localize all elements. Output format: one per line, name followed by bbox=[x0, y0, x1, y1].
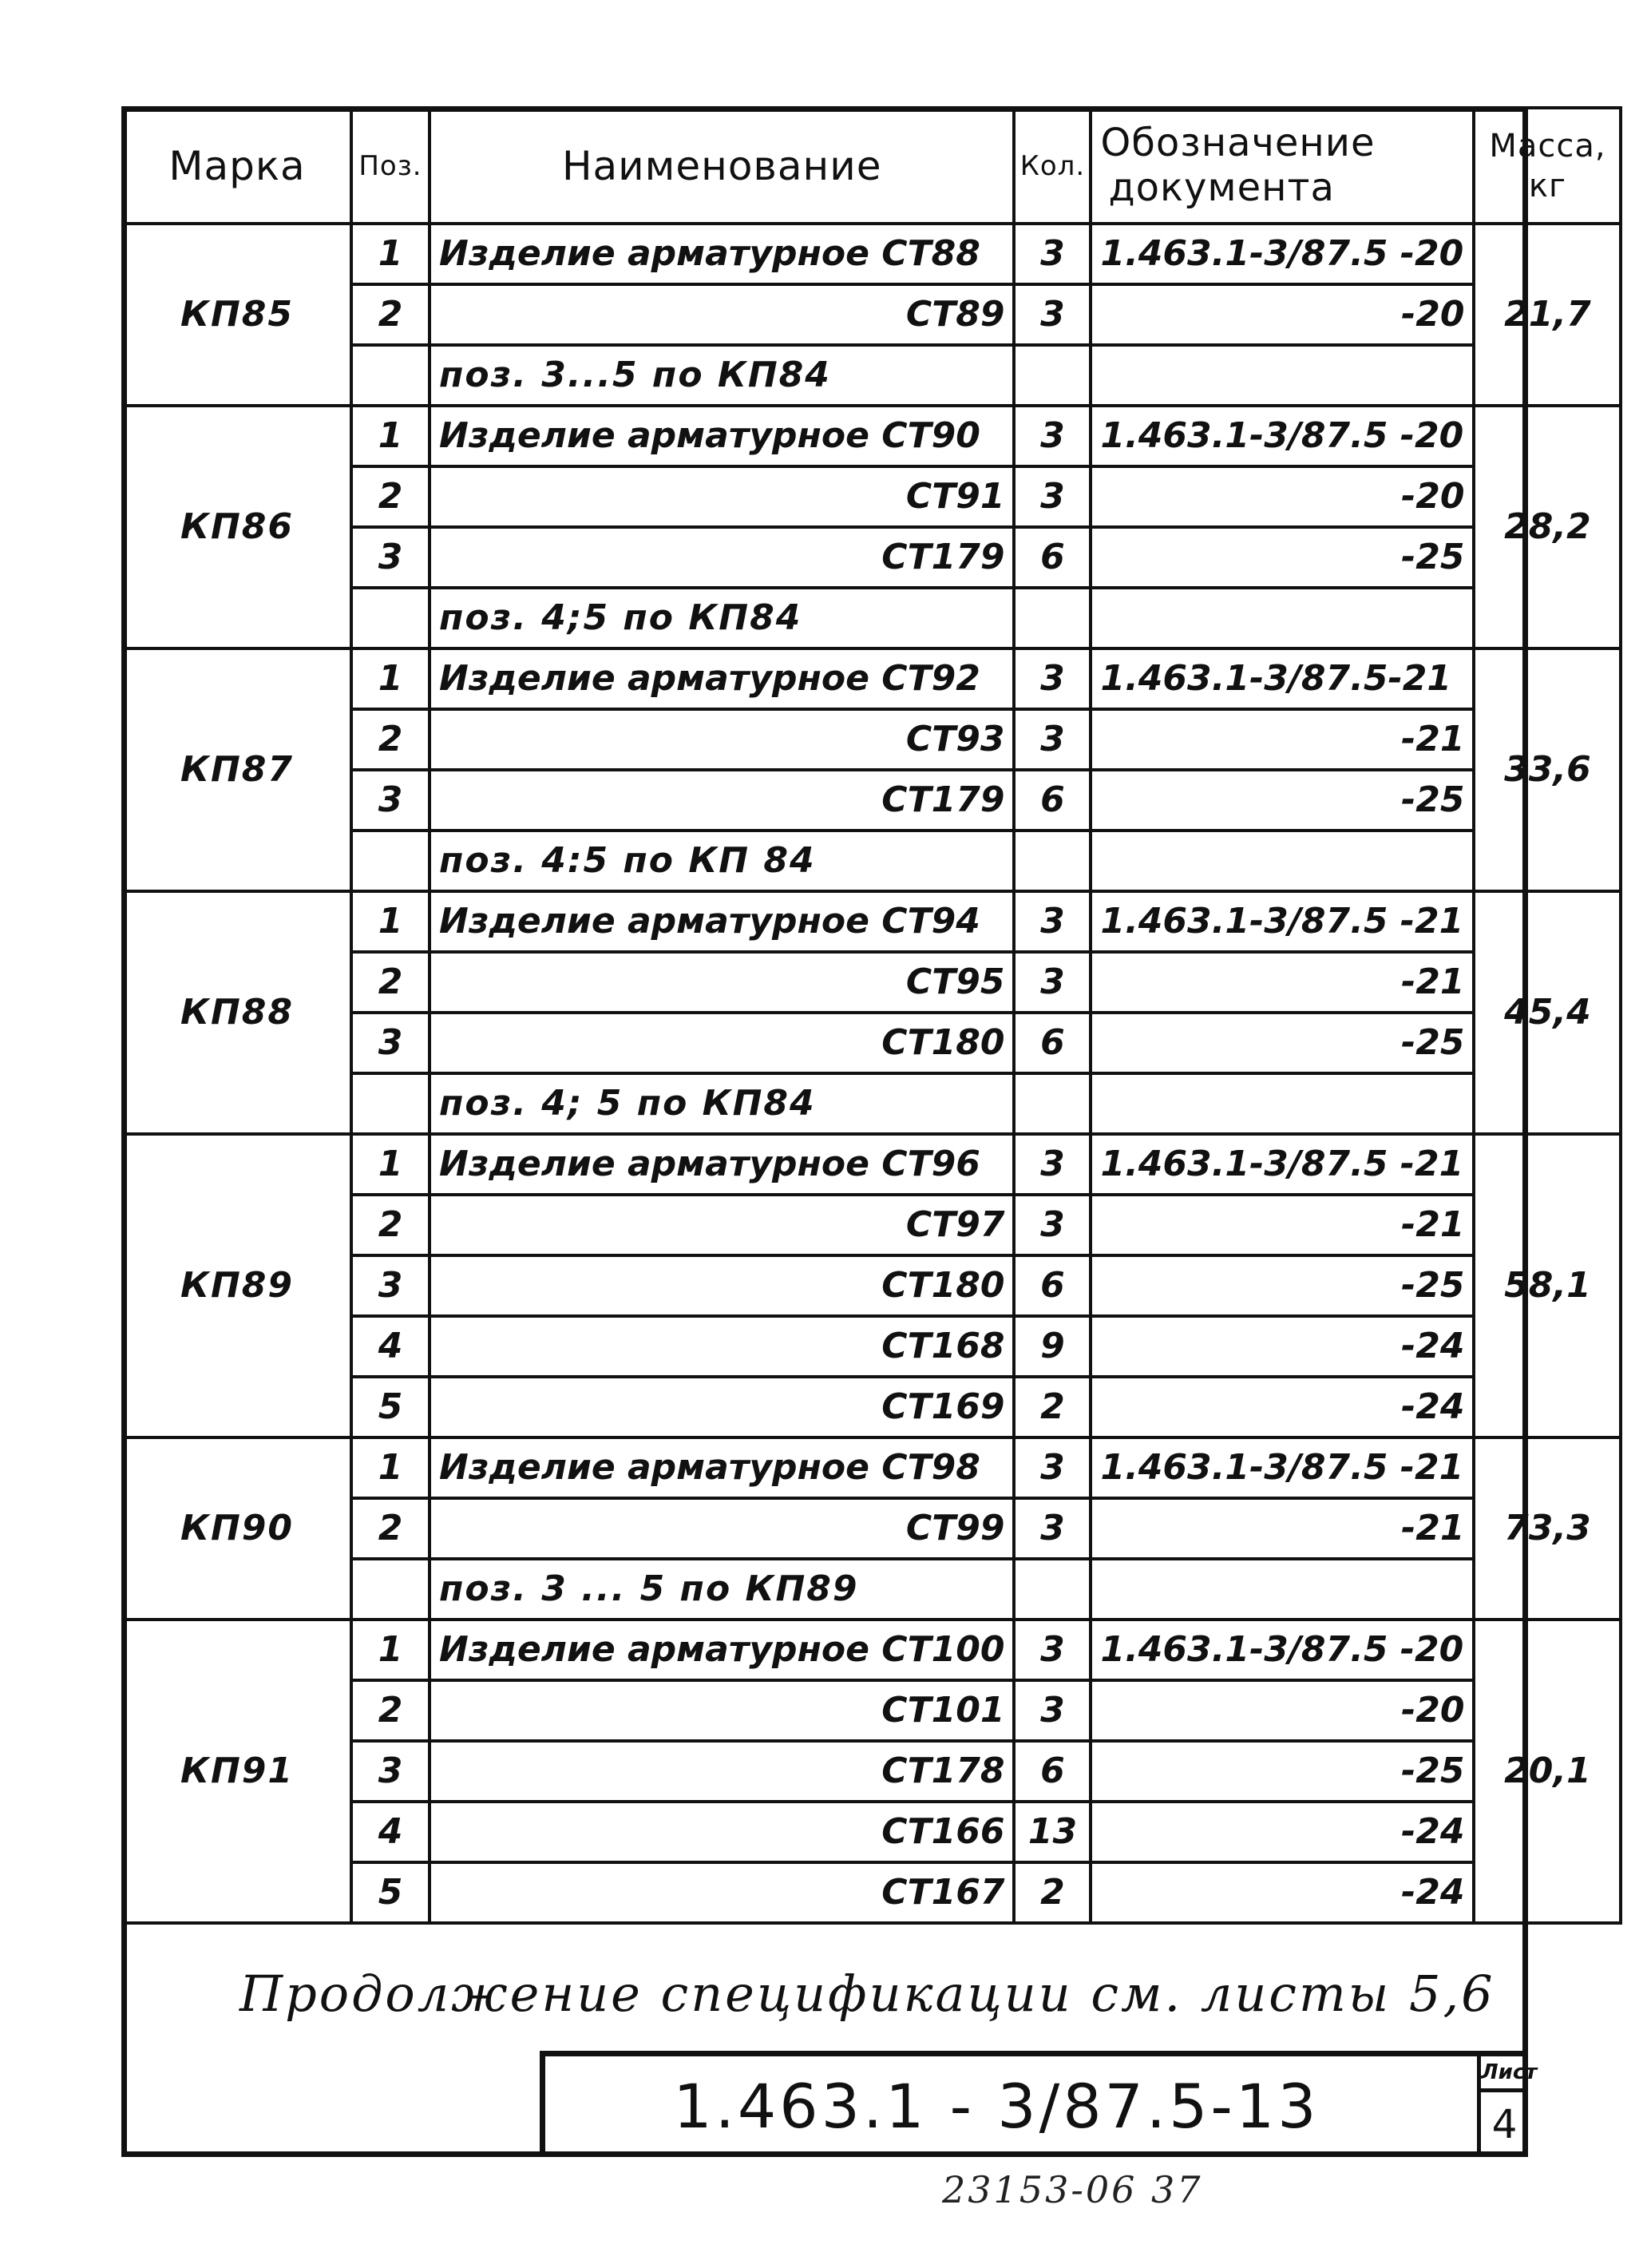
name-cell: СТ166 bbox=[430, 1802, 1014, 1862]
quantity-cell-empty bbox=[1014, 345, 1091, 406]
sheet-number-box bbox=[1477, 2056, 1538, 2157]
quantity-cell: 3 bbox=[1014, 1680, 1091, 1741]
header-mark: Марка bbox=[123, 108, 351, 224]
name-cell: СТ179 bbox=[430, 770, 1014, 831]
quantity-cell: 3 bbox=[1014, 284, 1091, 345]
quantity-cell-empty bbox=[1014, 1073, 1091, 1134]
sheet-label: Лист bbox=[1481, 2056, 1528, 2092]
document-cell: -24 bbox=[1091, 1802, 1474, 1862]
quantity-cell: 3 bbox=[1014, 1134, 1091, 1195]
mark-cell: КП85 bbox=[123, 224, 351, 406]
quantity-cell: 2 bbox=[1014, 1862, 1091, 1923]
position-cell: 1 bbox=[351, 224, 430, 284]
document-cell-empty bbox=[1091, 1559, 1474, 1620]
reference-note-cell: поз. 3...5 по КП84 bbox=[430, 345, 1014, 406]
position-cell: 2 bbox=[351, 1680, 430, 1741]
header-position: Поз. bbox=[351, 108, 430, 224]
quantity-cell-empty bbox=[1014, 831, 1091, 891]
quantity-cell: 3 bbox=[1014, 224, 1091, 284]
mark-cell: КП91 bbox=[123, 1620, 351, 1923]
table-row bbox=[123, 648, 1621, 709]
name-cell: СТ167 bbox=[430, 1862, 1014, 1923]
name-cell: СТ168 bbox=[430, 1316, 1014, 1377]
document-cell-empty bbox=[1091, 345, 1474, 406]
quantity-cell: 3 bbox=[1014, 1498, 1091, 1559]
mass-cell: 33,6 bbox=[1474, 648, 1621, 891]
document-cell: -20 bbox=[1091, 284, 1474, 345]
quantity-cell: 6 bbox=[1014, 770, 1091, 831]
header-mass-line1: Масса, bbox=[1489, 127, 1606, 165]
document-cell: -25 bbox=[1091, 770, 1474, 831]
document-cell: -25 bbox=[1091, 527, 1474, 588]
mass-cell: 58,1 bbox=[1474, 1134, 1621, 1437]
position-cell: 2 bbox=[351, 952, 430, 1013]
reference-note-cell: поз. 4; 5 по КП84 bbox=[430, 1073, 1014, 1134]
quantity-cell: 3 bbox=[1014, 709, 1091, 770]
header-document-line2: документа bbox=[1108, 165, 1335, 210]
position-cell-empty bbox=[351, 588, 430, 648]
document-cell: -21 bbox=[1091, 952, 1474, 1013]
position-cell: 1 bbox=[351, 648, 430, 709]
name-cell: Изделие арматурное СТ90 bbox=[430, 406, 1014, 466]
document-cell: -25 bbox=[1091, 1013, 1474, 1073]
archive-number: 23153-06 37 bbox=[942, 2168, 1203, 2211]
document-cell: 1.463.1-3/87.5-21 bbox=[1091, 648, 1474, 709]
mass-cell: 45,4 bbox=[1474, 891, 1621, 1134]
document-cell: -24 bbox=[1091, 1316, 1474, 1377]
quantity-cell: 3 bbox=[1014, 406, 1091, 466]
position-cell: 1 bbox=[351, 1620, 430, 1680]
name-cell: СТ169 bbox=[430, 1377, 1014, 1437]
mark-cell: КП87 bbox=[123, 648, 351, 891]
position-cell: 3 bbox=[351, 1255, 430, 1316]
position-cell: 2 bbox=[351, 1498, 430, 1559]
position-cell: 4 bbox=[351, 1316, 430, 1377]
name-cell: СТ180 bbox=[430, 1013, 1014, 1073]
document-cell: -25 bbox=[1091, 1741, 1474, 1802]
position-cell: 3 bbox=[351, 527, 430, 588]
document-cell: 1.463.1-3/87.5 -21 bbox=[1091, 1134, 1474, 1195]
document-cell: -24 bbox=[1091, 1377, 1474, 1437]
name-cell: СТ95 bbox=[430, 952, 1014, 1013]
position-cell: 1 bbox=[351, 891, 430, 952]
name-cell: Изделие арматурное СТ94 bbox=[430, 891, 1014, 952]
quantity-cell: 6 bbox=[1014, 1741, 1091, 1802]
quantity-cell: 3 bbox=[1014, 648, 1091, 709]
header-name: Наименование bbox=[430, 108, 1014, 224]
position-cell: 2 bbox=[351, 284, 430, 345]
document-cell: -21 bbox=[1091, 1498, 1474, 1559]
position-cell: 3 bbox=[351, 1013, 430, 1073]
name-cell: Изделие арматурное СТ88 bbox=[430, 224, 1014, 284]
document-cell: -21 bbox=[1091, 709, 1474, 770]
quantity-cell: 13 bbox=[1014, 1802, 1091, 1862]
name-cell: СТ93 bbox=[430, 709, 1014, 770]
name-cell: СТ99 bbox=[430, 1498, 1014, 1559]
mass-cell: 21,7 bbox=[1474, 224, 1621, 406]
document-cell: 1.463.1-3/87.5 -20 bbox=[1091, 224, 1474, 284]
mark-cell: КП89 bbox=[123, 1134, 351, 1437]
position-cell-empty bbox=[351, 1073, 430, 1134]
quantity-cell: 3 bbox=[1014, 466, 1091, 527]
specification-table bbox=[121, 106, 1622, 1925]
table-row bbox=[123, 406, 1621, 466]
table-row bbox=[123, 1437, 1621, 1498]
name-cell: СТ97 bbox=[430, 1195, 1014, 1255]
sheet-number: 4 bbox=[1491, 2101, 1518, 2147]
name-cell: Изделие арматурное СТ100 bbox=[430, 1620, 1014, 1680]
quantity-cell-empty bbox=[1014, 1559, 1091, 1620]
title-block bbox=[540, 2051, 1538, 2157]
position-cell-empty bbox=[351, 345, 430, 406]
quantity-cell: 6 bbox=[1014, 1013, 1091, 1073]
document-cell: -20 bbox=[1091, 1680, 1474, 1741]
header-document bbox=[1091, 108, 1474, 224]
document-cell: -24 bbox=[1091, 1862, 1474, 1923]
quantity-cell: 9 bbox=[1014, 1316, 1091, 1377]
position-cell: 2 bbox=[351, 709, 430, 770]
name-cell: Изделие арматурное СТ96 bbox=[430, 1134, 1014, 1195]
name-cell: СТ180 bbox=[430, 1255, 1014, 1316]
mass-cell: 20,1 bbox=[1474, 1620, 1621, 1923]
position-cell: 5 bbox=[351, 1377, 430, 1437]
document-cell: 1.463.1-3/87.5 -21 bbox=[1091, 1437, 1474, 1498]
mark-cell: КП86 bbox=[123, 406, 351, 648]
quantity-cell-empty bbox=[1014, 588, 1091, 648]
reference-note-cell: поз. 3 ... 5 по КП89 bbox=[430, 1559, 1014, 1620]
position-cell: 1 bbox=[351, 406, 430, 466]
document-cell-empty bbox=[1091, 1073, 1474, 1134]
document-cell-empty bbox=[1091, 588, 1474, 648]
position-cell: 5 bbox=[351, 1862, 430, 1923]
position-cell-empty bbox=[351, 831, 430, 891]
document-code: 1.463.1 - 3/87.5-13 bbox=[673, 2071, 1320, 2142]
position-cell: 1 bbox=[351, 1134, 430, 1195]
name-cell: СТ89 bbox=[430, 284, 1014, 345]
reference-note-cell: поз. 4;5 по КП84 bbox=[430, 588, 1014, 648]
header-quantity: Кол. bbox=[1014, 108, 1091, 224]
document-cell: 1.463.1-3/87.5 -21 bbox=[1091, 891, 1474, 952]
name-cell: СТ101 bbox=[430, 1680, 1014, 1741]
quantity-cell: 6 bbox=[1014, 527, 1091, 588]
name-cell: СТ91 bbox=[430, 466, 1014, 527]
continuation-note: Продолжение спецификации см. листы 5,6 bbox=[240, 1965, 1495, 2023]
document-cell: -25 bbox=[1091, 1255, 1474, 1316]
table-row bbox=[123, 1134, 1621, 1195]
quantity-cell: 6 bbox=[1014, 1255, 1091, 1316]
table-row bbox=[123, 224, 1621, 284]
mass-cell: 28,2 bbox=[1474, 406, 1621, 648]
position-cell: 2 bbox=[351, 466, 430, 527]
quantity-cell: 3 bbox=[1014, 891, 1091, 952]
name-cell: Изделие арматурное СТ92 bbox=[430, 648, 1014, 709]
mark-cell: КП90 bbox=[123, 1437, 351, 1620]
quantity-cell: 3 bbox=[1014, 1437, 1091, 1498]
mark-cell: КП88 bbox=[123, 891, 351, 1134]
table-row bbox=[123, 1620, 1621, 1680]
quantity-cell: 2 bbox=[1014, 1377, 1091, 1437]
document-cell: -20 bbox=[1091, 466, 1474, 527]
mass-cell: 73,3 bbox=[1474, 1437, 1621, 1620]
document-cell: 1.463.1-3/87.5 -20 bbox=[1091, 1620, 1474, 1680]
table-row bbox=[123, 891, 1621, 952]
position-cell: 3 bbox=[351, 770, 430, 831]
document-cell-empty bbox=[1091, 831, 1474, 891]
position-cell-empty bbox=[351, 1559, 430, 1620]
document-cell: 1.463.1-3/87.5 -20 bbox=[1091, 406, 1474, 466]
position-cell: 4 bbox=[351, 1802, 430, 1862]
name-cell: Изделие арматурное СТ98 bbox=[430, 1437, 1014, 1498]
position-cell: 2 bbox=[351, 1195, 430, 1255]
document-cell: -21 bbox=[1091, 1195, 1474, 1255]
reference-note-cell: поз. 4:5 по КП 84 bbox=[430, 831, 1014, 891]
quantity-cell: 3 bbox=[1014, 952, 1091, 1013]
header-mass-line2: кг bbox=[1528, 167, 1567, 204]
quantity-cell: 3 bbox=[1014, 1620, 1091, 1680]
name-cell: СТ179 bbox=[430, 527, 1014, 588]
position-cell: 1 bbox=[351, 1437, 430, 1498]
table-header-row bbox=[123, 108, 1621, 224]
name-cell: СТ178 bbox=[430, 1741, 1014, 1802]
header-document-line1: Обозначение bbox=[1100, 121, 1376, 166]
quantity-cell: 3 bbox=[1014, 1195, 1091, 1255]
header-mass bbox=[1474, 108, 1621, 224]
position-cell: 3 bbox=[351, 1741, 430, 1802]
